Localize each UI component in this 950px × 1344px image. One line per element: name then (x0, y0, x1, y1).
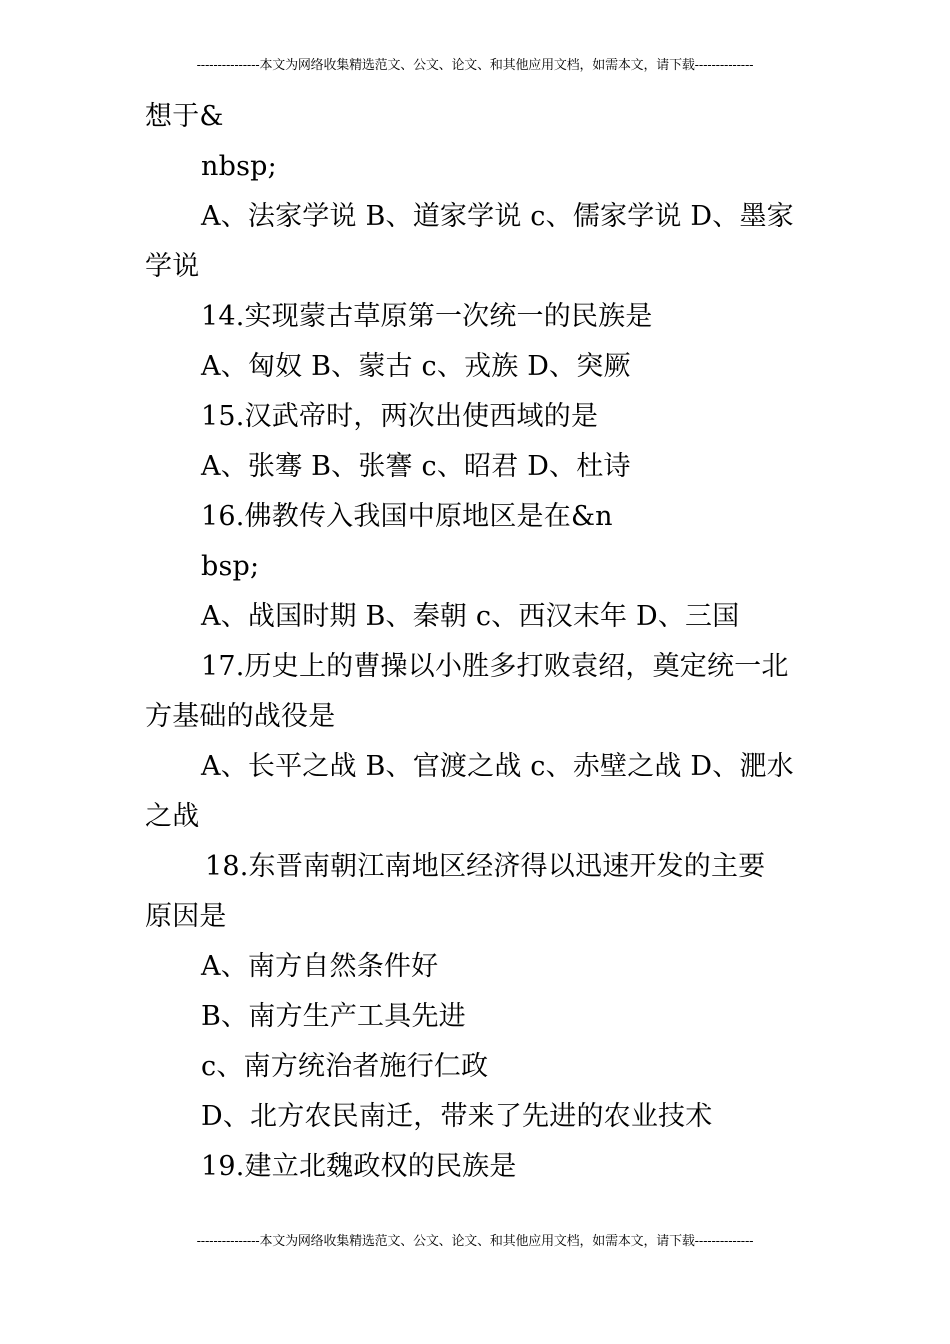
answer-options-q17: A、长平之战 B、官渡之战 c、赤壁之战 D、淝水 (201, 751, 794, 782)
question-14: 14.实现蒙古草原第一次统一的民族是 (201, 301, 653, 332)
answer-options-q17-wrap: 之战 (145, 801, 200, 832)
question-17: 17.历史上的曹操以小胜多打败袁绍，奠定统一北 (201, 651, 789, 682)
page-header: ---------------本文为网络收集精选范文、公文、论文、和其他应用文档，如需本文，请下载-------------- (196, 58, 754, 73)
answer-options-q16: A、战国时期 B、秦朝 c、西汉末年 D、三国 (201, 601, 740, 632)
page-footer: ---------------本文为网络收集精选范文、公文、论文、和其他应用文档，如需本文，请下载-------------- (196, 1234, 754, 1249)
answer-options-q13-wrap: 学说 (145, 251, 200, 282)
text-line-continuation: 想于& (145, 101, 224, 132)
answer-option-q18-c: c、南方统治者施行仁政 (201, 1051, 489, 1082)
answer-option-q18-d: D、北方农民南迁，带来了先进的农业技术 (201, 1101, 713, 1132)
question-18-wrap: 原因是 (145, 901, 227, 932)
question-16-wrap: bsp; (201, 551, 260, 582)
question-16: 16.佛教传入我国中原地区是在&n (201, 501, 613, 532)
answer-option-q18-a: A、南方自然条件好 (201, 951, 439, 982)
question-15: 15.汉武帝时，两次出使西域的是 (201, 401, 599, 432)
answer-options-q15: A、张骞 B、张謇 c、昭君 D、杜诗 (201, 451, 631, 482)
answer-option-q18-b: B、南方生产工具先进 (201, 1001, 466, 1032)
question-17-wrap: 方基础的战役是 (145, 701, 336, 732)
document-body (145, 92, 815, 1192)
question-19: 19.建立北魏政权的民族是 (201, 1151, 517, 1182)
answer-options-q13: A、法家学说 B、道家学说 c、儒家学说 D、墨家 (201, 201, 794, 232)
question-18: 18.东晋南朝江南地区经济得以迅速开发的主要 (205, 851, 766, 882)
answer-options-q14: A、匈奴 B、蒙古 c、戎族 D、突厥 (201, 351, 631, 382)
text-line-continuation: nbsp; (201, 151, 277, 182)
